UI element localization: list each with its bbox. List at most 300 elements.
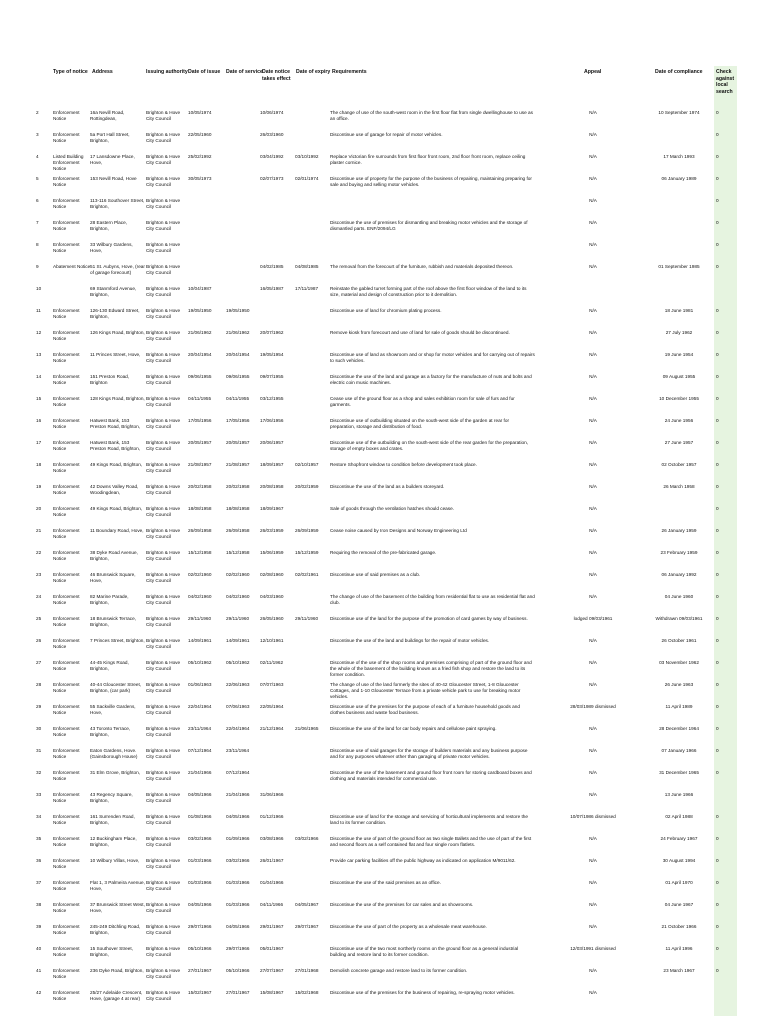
cell-row-number: 21 xyxy=(36,528,42,533)
cell-check-mark: 0 xyxy=(716,770,719,775)
cell-address: 126-130 Edward Street, Brighton, xyxy=(90,308,140,319)
cell-appeal: N/A xyxy=(589,748,597,753)
cell-notice-type: Enforcement Notice xyxy=(53,198,80,209)
cell-row-number: 36 xyxy=(36,858,42,863)
cell-address: 38 Dyke Road Avenue, Brighton, xyxy=(90,550,138,561)
cell-address: 51 St. Aubyns, Hove, (rear of garage forecourt) xyxy=(90,264,145,275)
cell-appeal: N/A xyxy=(589,110,597,115)
cell-date-takes-effect: 20/07/1962 xyxy=(260,330,284,335)
cell-check-mark: 0 xyxy=(716,572,719,577)
cell-date-of-expiry: 03/10/1992 xyxy=(295,154,319,159)
cell-date-of-service: 20/04/1954 xyxy=(226,352,250,357)
cell-appeal: 28/03/1989 dismissed xyxy=(570,704,616,709)
cell-appeal: N/A xyxy=(589,462,597,467)
cell-date-of-compliance: 30 August 1994 xyxy=(662,858,696,863)
cell-date-of-issue: 22/05/1960 xyxy=(188,132,212,137)
cell-date-of-compliance: Withdrawn 09/03/1961 xyxy=(655,616,703,621)
cell-date-of-service: 21/04/1966 xyxy=(226,792,250,797)
cell-requirements: Discontinue the use of premises for dismantling and breaking motor vehicles and the storage of dismantled parts. ENF/2094/LG xyxy=(330,220,528,231)
cell-date-of-service: 22/04/1964 xyxy=(226,726,250,731)
cell-issuing-authority: Brighton & Hove City Council xyxy=(146,616,181,627)
cell-issuing-authority: Brighton & Hove City Council xyxy=(146,308,181,319)
cell-notice-type: Enforcement Notice xyxy=(53,308,80,319)
cell-requirements: The removal from the forecourt of the furniture, rubbish and materials deposited thereon. xyxy=(330,264,514,269)
cell-row-number: 19 xyxy=(36,484,42,489)
cell-requirements: Discontinue the use of part of the ground floor as two single Ballets and the use of part of the first and second floors as a self contained flat and four single room flatlets. xyxy=(330,836,532,847)
cell-date-takes-effect: 26/01/1967 xyxy=(260,858,284,863)
cell-date-of-compliance: 27 July 1962 xyxy=(665,330,693,335)
cell-requirements: Discontinue use of land for the storage and servicing of horticultural implements and restore the land to its former condition. xyxy=(330,814,529,825)
cell-notice-type: Enforcement Notice xyxy=(53,968,80,979)
cell-date-of-service: 29/07/1966 xyxy=(226,946,250,951)
cell-requirements: Discontinue use of said garages for the storage of builders materials and any business purpose and for any purposes whatever other than garaging of private motor vehicles. xyxy=(330,748,528,759)
cell-address: 28 Eastern Place, Brighton, xyxy=(90,220,128,231)
cell-date-of-expiry: 02/02/1961 xyxy=(295,572,319,577)
cell-date-of-issue: 19/05/1950 xyxy=(188,308,212,313)
cell-check-mark: 0 xyxy=(716,110,719,115)
cell-address: 43 Regency Square, Brighton, xyxy=(90,792,133,803)
cell-date-takes-effect: 03/12/1955 xyxy=(260,396,284,401)
cell-date-of-issue: 04/02/1960 xyxy=(188,594,212,599)
cell-check-mark: 0 xyxy=(716,638,719,643)
cell-issuing-authority: Brighton & Hove City Council xyxy=(146,462,181,473)
header-authority: Issuing authority xyxy=(146,69,188,75)
cell-date-takes-effect: 15/08/1967 xyxy=(260,990,284,995)
cell-row-number: 4 xyxy=(36,154,39,159)
cell-appeal: 12/03/1991 dismissed xyxy=(570,946,616,951)
cell-date-of-service: 03/02/1966 xyxy=(226,858,250,863)
cell-date-takes-effect: 26/03/1959 xyxy=(260,528,284,533)
cell-notice-type: Enforcement Notice xyxy=(53,594,80,605)
cell-date-of-compliance: 07 January 1966 xyxy=(661,748,697,753)
cell-address: Flat 1, 3 Palmeira Avenue, Hove, xyxy=(90,880,145,891)
cell-date-of-compliance: 02 April 1988 xyxy=(665,814,693,819)
cell-date-of-compliance: 24 June 1956 xyxy=(664,418,694,423)
cell-notice-type: Enforcement Notice xyxy=(53,176,80,187)
cell-address: 15 Southover Street, Brighton, xyxy=(90,946,133,957)
cell-appeal: N/A xyxy=(589,418,597,423)
cell-date-of-service: 01/03/1966 xyxy=(226,902,250,907)
cell-date-of-service: 07/12/1964 xyxy=(226,770,250,775)
cell-appeal: 10/07/1986 dismissed xyxy=(570,814,616,819)
cell-date-of-compliance: 06 January 1992 xyxy=(661,572,697,577)
cell-date-of-service: 21/08/1957 xyxy=(226,462,250,467)
cell-requirements: Discontinue the use of the basement and ground floor front room for storing cardboard boxes and clothing and materials intended for commercial use. xyxy=(330,770,532,781)
cell-issuing-authority: Brighton & Hove City Council xyxy=(146,550,181,561)
cell-check-mark: 0 xyxy=(716,726,719,731)
cell-issuing-authority: Brighton & Hove City Council xyxy=(146,638,181,649)
cell-address: 11 Boundary Road, Hove, xyxy=(90,528,144,533)
cell-row-number: 37 xyxy=(36,880,42,885)
cell-check-mark: 0 xyxy=(716,154,719,159)
cell-requirements: Discontinue the use of the land as a builders storeyard. xyxy=(330,484,445,489)
cell-issuing-authority: Brighton & Hove City Council xyxy=(146,440,181,451)
cell-issuing-authority: Brighton & Hove City Council xyxy=(146,198,181,209)
cell-requirements: Discontinue the use of the premises for car sales and as showrooms. xyxy=(330,902,474,907)
cell-address: 11 Princes Street, Hove, xyxy=(90,352,141,357)
cell-check-mark: 0 xyxy=(716,462,719,467)
cell-date-of-compliance: 01 September 1985 xyxy=(658,264,700,269)
cell-date-takes-effect: 27/07/1967 xyxy=(260,968,284,973)
cell-date-takes-effect: 16/05/1987 xyxy=(260,286,284,291)
cell-requirements: The change of use of the south-west room in the first floor flat from single dwellinghouse to use as an office. xyxy=(330,110,533,121)
cell-date-of-service: 27/01/1967 xyxy=(226,990,250,995)
cell-check-mark: 0 xyxy=(716,176,719,181)
cell-issuing-authority: Brighton & Hove City Council xyxy=(146,220,181,231)
cell-row-number: 10 xyxy=(36,286,42,291)
cell-date-of-issue: 29/11/1960 xyxy=(188,616,212,621)
cell-date-takes-effect: 18/09/1967 xyxy=(260,506,284,511)
cell-row-number: 42 xyxy=(36,990,42,995)
cell-notice-type: Enforcement Notice xyxy=(53,638,80,649)
cell-appeal: N/A xyxy=(589,132,597,137)
cell-date-takes-effect: 04/11/1966 xyxy=(260,902,284,907)
cell-notice-type: Enforcement Notice xyxy=(53,682,80,693)
cell-address: 55 Sackville Gardens, Hove, xyxy=(90,704,136,715)
cell-notice-type: Enforcement Notice xyxy=(53,330,80,341)
cell-date-of-expiry: 21/06/1965 xyxy=(295,726,319,731)
cell-appeal: N/A xyxy=(589,396,597,401)
cell-check-mark: 0 xyxy=(716,682,719,687)
cell-check-mark: 0 xyxy=(716,374,719,379)
cell-date-of-service: 05/10/1962 xyxy=(226,660,250,665)
cell-requirements: Discontinue use of the premises for the business of repairing, re-spraying motor vehicles. xyxy=(330,990,515,995)
cell-requirements: Remove kiosk from forecourt and use of land for sale of goods should be discontinued. xyxy=(330,330,510,335)
cell-date-of-issue: 29/07/1966 xyxy=(188,924,212,929)
cell-issuing-authority: Brighton & Hove City Council xyxy=(146,176,181,187)
cell-date-of-issue: 18/08/1958 xyxy=(188,506,212,511)
cell-row-number: 38 xyxy=(36,902,42,907)
cell-issuing-authority: Brighton & Hove City Council xyxy=(146,814,181,825)
cell-appeal: N/A xyxy=(589,770,597,775)
cell-notice-type: Enforcement Notice xyxy=(53,990,80,1001)
cell-date-of-issue: 04/11/1955 xyxy=(188,396,212,401)
cell-date-takes-effect: 07/07/1963 xyxy=(260,682,284,687)
cell-appeal: N/A xyxy=(589,550,597,555)
cell-check-mark: 0 xyxy=(716,880,719,885)
cell-appeal: N/A xyxy=(589,682,597,687)
cell-date-of-issue: 20/02/1958 xyxy=(188,484,212,489)
cell-requirements: Sale of goods through the ventilation hatches should cease. xyxy=(330,506,455,511)
cell-row-number: 15 xyxy=(36,396,42,401)
cell-date-of-expiry: 26/09/1959 xyxy=(295,528,319,533)
cell-date-of-issue: 21/08/1957 xyxy=(188,462,212,467)
cell-issuing-authority: Brighton & Hove City Council xyxy=(146,902,181,913)
cell-row-number: 14 xyxy=(36,374,42,379)
cell-date-takes-effect: 19/05/1954 xyxy=(260,352,284,357)
cell-date-takes-effect: 26/03/1960 xyxy=(260,132,284,137)
cell-address: Hatwest Bank, 153 Preston Road, Brighton, xyxy=(90,440,141,451)
cell-requirements: Requiring the removal of the pre-fabricated garage. xyxy=(330,550,437,555)
cell-notice-type: Enforcement Notice xyxy=(53,440,80,451)
cell-issuing-authority: Brighton & Hove City Council xyxy=(146,396,181,407)
cell-date-of-expiry: 15/12/1959 xyxy=(295,550,319,555)
header-issue: Date of issue xyxy=(188,69,221,75)
cell-appeal: N/A xyxy=(589,352,597,357)
cell-date-of-compliance: 13 June 1966 xyxy=(664,792,694,797)
cell-appeal: N/A xyxy=(589,902,597,907)
cell-check-mark: 0 xyxy=(716,132,719,137)
cell-check-mark: 0 xyxy=(716,550,719,555)
cell-row-number: 16 xyxy=(36,418,42,423)
cell-date-of-issue: 01/08/1966 xyxy=(188,814,212,819)
cell-row-number: 29 xyxy=(36,704,42,709)
cell-date-of-compliance: 11 April 1989 xyxy=(665,704,693,709)
cell-notice-type: Enforcement Notice xyxy=(53,836,80,847)
cell-date-of-service: 15/12/1958 xyxy=(226,550,250,555)
cell-issuing-authority: Brighton & Hove City Council xyxy=(146,264,181,275)
cell-requirements: Cease noise caused by Iron Designs and Norway Engineering Ltd xyxy=(330,528,467,533)
cell-appeal: N/A xyxy=(589,198,597,203)
cell-row-number: 11 xyxy=(36,308,41,313)
cell-requirements: Discontinue use of garage for repair of motor vehicles. xyxy=(330,132,443,137)
cell-appeal: N/A xyxy=(589,308,597,313)
cell-address: 128 Kings Road, Brighton, xyxy=(90,396,145,401)
cell-issuing-authority: Brighton & Hove City Council xyxy=(146,968,181,979)
cell-appeal: N/A xyxy=(589,176,597,181)
cell-date-of-issue: 03/02/1966 xyxy=(188,836,212,841)
cell-address: 40-44 Gloucester Street, Brighton, (car park) xyxy=(90,682,142,693)
cell-appeal: N/A xyxy=(589,484,597,489)
cell-issuing-authority: Brighton & Hove City Council xyxy=(146,528,181,539)
cell-date-of-issue: 21/04/1966 xyxy=(188,770,212,775)
cell-address: 161 Surrenden Road, Brighton, xyxy=(90,814,135,825)
cell-notice-type: Enforcement Notice xyxy=(53,396,80,407)
cell-requirements: Discontinue the use of the land and garage as a factory for the manufacture of nuts and bolts and electric coin music machines. xyxy=(330,374,532,385)
cell-date-of-service: 20/05/1957 xyxy=(226,440,250,445)
cell-row-number: 30 xyxy=(36,726,42,731)
cell-appeal: N/A xyxy=(589,638,597,643)
cell-date-of-issue: 20/04/1954 xyxy=(188,352,212,357)
cell-issuing-authority: Brighton & Hove City Council xyxy=(146,506,181,517)
cell-appeal: N/A xyxy=(589,990,597,995)
cell-date-of-service: 02/02/1960 xyxy=(226,572,250,577)
cell-date-of-issue: 05/10/1966 xyxy=(188,946,212,951)
cell-date-of-compliance: 17 March 1993 xyxy=(663,154,695,159)
cell-date-of-compliance: 18 June 1981 xyxy=(664,308,694,313)
cell-address: 33 Wilbury Gardens, Hove, xyxy=(90,242,133,253)
header-expiry: Date of expiry xyxy=(296,69,331,75)
cell-date-takes-effect: 02/08/1960 xyxy=(260,572,284,577)
cell-address: 49 Kings Road, Brighton, xyxy=(90,462,143,467)
cell-address: 44-45 Kings Road, Brighton, xyxy=(90,660,129,671)
cell-notice-type: Enforcement Notice xyxy=(53,748,80,759)
cell-date-of-service: 14/09/1961 xyxy=(226,638,250,643)
cell-date-of-issue: 04/05/1966 xyxy=(188,902,212,907)
cell-date-takes-effect: 03/04/1992 xyxy=(260,154,284,159)
cell-requirements: Discontinue the use of part of the property as a wholesale meat warehouse. xyxy=(330,924,487,929)
cell-notice-type: Enforcement Notice xyxy=(53,924,80,935)
cell-date-of-issue: 27/01/1967 xyxy=(188,968,212,973)
cell-issuing-authority: Brighton & Hove City Council xyxy=(146,836,181,847)
cell-date-of-service: 20/02/1958 xyxy=(226,484,250,489)
cell-check-mark: 0 xyxy=(716,418,719,423)
cell-check-mark: 0 xyxy=(716,308,719,313)
cell-date-of-service: 04/02/1960 xyxy=(226,594,250,599)
cell-address: 126 Kings Road, Brighton, xyxy=(90,330,145,335)
cell-row-number: 35 xyxy=(36,836,42,841)
cell-date-takes-effect: 22/05/1964 xyxy=(260,704,284,709)
cell-row-number: 26 xyxy=(36,638,42,643)
cell-date-takes-effect: 21/12/1964 xyxy=(260,726,284,731)
cell-check-mark: 0 xyxy=(716,506,719,511)
cell-check-mark: 0 xyxy=(716,242,719,247)
cell-date-of-issue: 20/05/1957 xyxy=(188,440,212,445)
cell-date-of-expiry: 15/02/1968 xyxy=(295,990,319,995)
cell-notice-type: Enforcement Notice xyxy=(53,484,80,495)
cell-date-takes-effect: 02/11/1962 xyxy=(260,660,284,665)
cell-row-number: 39 xyxy=(36,924,42,929)
cell-date-takes-effect: 12/10/1961 xyxy=(260,638,284,643)
cell-issuing-authority: Brighton & Hove City Council xyxy=(146,110,181,121)
cell-date-of-service: 19/05/1950 xyxy=(226,308,250,313)
cell-row-number: 25 xyxy=(36,616,42,621)
cell-requirements: Discontinue use of land for chromium plating process. xyxy=(330,308,442,313)
cell-requirements: Reinstate the gabled turret forming part of the roof above the first floor window of the land to its size, material and design of construction prior to it demolition. xyxy=(330,286,527,297)
cell-date-of-service: 07/06/1963 xyxy=(226,704,250,709)
cell-issuing-authority: Brighton & Hove City Council xyxy=(146,880,181,891)
cell-date-of-service: 05/10/1966 xyxy=(226,968,250,973)
cell-issuing-authority: Brighton & Hove City Council xyxy=(146,726,181,737)
cell-appeal: N/A xyxy=(589,792,597,797)
header-address: Address xyxy=(92,69,113,75)
cell-appeal: N/A xyxy=(589,836,597,841)
cell-check-mark: 0 xyxy=(716,198,719,203)
cell-issuing-authority: Brighton & Hove City Council xyxy=(146,748,181,759)
cell-requirements: Discontinue the use of the said premises as an office. xyxy=(330,880,441,885)
cell-issuing-authority: Brighton & Hove City Council xyxy=(146,660,181,671)
cell-check-mark: 0 xyxy=(716,946,719,951)
cell-notice-type: Enforcement Notice xyxy=(53,374,80,385)
cell-address: 18 Brunswick Terrace, Brighton, xyxy=(90,616,137,627)
cell-appeal: N/A xyxy=(589,440,597,445)
cell-address: 153 Nevill Road, Hove xyxy=(90,176,137,181)
cell-requirements: Discontinue the use of the land and buildings for the repair of motor vehicles. xyxy=(330,638,490,643)
cell-notice-type: Enforcement Notice xyxy=(53,858,80,869)
cell-date-of-service: 09/06/1955 xyxy=(226,374,250,379)
cell-address: 31 Elm Grove, Brighton, xyxy=(90,770,141,775)
cell-notice-type: Enforcement Notice xyxy=(53,770,80,781)
cell-check-mark: 0 xyxy=(716,704,719,709)
cell-date-of-compliance: 01 April 1970 xyxy=(665,880,693,885)
cell-date-of-issue: 10/04/1987 xyxy=(188,286,212,291)
cell-date-of-issue: 01/03/1966 xyxy=(188,858,212,863)
cell-notice-type: Enforcement Notice xyxy=(53,616,80,627)
cell-row-number: 18 xyxy=(36,462,42,467)
cell-date-of-compliance: 10 September 1974 xyxy=(658,110,700,115)
cell-notice-type: Enforcement Notice xyxy=(53,814,80,825)
header-compliance: Date of compliance xyxy=(655,69,703,75)
cell-row-number: 13 xyxy=(36,352,42,357)
cell-check-mark: 0 xyxy=(716,484,719,489)
cell-date-of-expiry: 20/02/1959 xyxy=(295,484,319,489)
cell-check-mark: 0 xyxy=(716,330,719,335)
cell-date-takes-effect: 03/08/1966 xyxy=(260,836,284,841)
cell-date-of-service: 18/08/1958 xyxy=(226,506,250,511)
cell-date-of-issue: 04/05/1966 xyxy=(188,792,212,797)
cell-date-of-compliance: 10 December 1955 xyxy=(659,396,699,401)
cell-check-mark: 0 xyxy=(716,858,719,863)
cell-issuing-authority: Brighton & Hove City Council xyxy=(146,242,181,253)
cell-date-of-issue: 26/09/1958 xyxy=(188,528,212,533)
cell-notice-type: Enforcement Notice xyxy=(53,220,80,231)
cell-notice-type: Enforcement Notice xyxy=(53,242,80,253)
cell-date-takes-effect: 15/06/1959 xyxy=(260,550,284,555)
cell-requirements: Discontinue use of the outbuilding on the south-west side of the rear garden for the preparation, storage of empty boxes and crates. xyxy=(330,440,529,451)
cell-issuing-authority: Brighton & Hove City Council xyxy=(146,770,181,781)
cell-notice-type: Abatement Notice xyxy=(53,264,91,269)
cell-issuing-authority: Brighton & Hove City Council xyxy=(146,946,181,957)
cell-date-of-service: 26/09/1958 xyxy=(226,528,250,533)
header-type: Type of notice xyxy=(53,69,88,75)
cell-row-number: 28 xyxy=(36,682,42,687)
cell-date-of-service: 01/03/1966 xyxy=(226,880,250,885)
cell-requirements: Discontinue the use of the land for car body repairs and cellulose paint spraying. xyxy=(330,726,497,731)
cell-appeal: N/A xyxy=(589,506,597,511)
cell-date-of-service: 22/06/1963 xyxy=(226,682,250,687)
cell-appeal: N/A xyxy=(589,924,597,929)
cell-row-number: 7 xyxy=(36,220,39,225)
cell-issuing-authority: Brighton & Hove City Council xyxy=(146,286,181,297)
cell-check-mark: 0 xyxy=(716,396,719,401)
cell-requirements: Discontinue use of outbuilding situated on the south-west side of the garden at rear for preparation, storage and distribution of food. xyxy=(330,418,510,429)
cell-issuing-authority: Brighton & Hove City Council xyxy=(146,330,181,341)
cell-address: 37 Brunswick Street West, Hove, xyxy=(90,902,145,913)
cell-requirements: Replace Victorian fire surrounds from first floor front room, 2nd floor front room, replace ceiling plaster cornice. xyxy=(330,154,526,165)
cell-date-of-compliance: 03 November 1962 xyxy=(659,660,699,665)
cell-requirements: Discontinue use of said premises as a club. xyxy=(330,572,421,577)
cell-appeal: N/A xyxy=(589,858,597,863)
cell-row-number: 17 xyxy=(36,440,42,445)
cell-row-number: 23 xyxy=(36,572,42,577)
cell-requirements: The change of use of the land formerly the sites of 40-42 Gloucester Street, 1-8 Gloucester Cottages, and 1-10 Gloucester Terrace from a private vehicle park to use for breaking motor vehicles. xyxy=(330,682,521,699)
cell-date-of-compliance: 04 June 1967 xyxy=(664,902,694,907)
cell-date-of-compliance: 27 June 1957 xyxy=(664,440,694,445)
cell-date-of-service: 04/05/1966 xyxy=(226,924,250,929)
cell-notice-type: Enforcement Notice xyxy=(53,462,80,473)
cell-appeal: N/A xyxy=(589,880,597,885)
cell-date-of-issue: 01/03/1966 xyxy=(188,880,212,885)
cell-date-takes-effect: 20/06/1957 xyxy=(260,440,284,445)
cell-check-mark: 0 xyxy=(716,836,719,841)
cell-address: 7 Princes Street, Brighton, xyxy=(90,638,145,643)
cell-date-of-compliance: 23 February 1959 xyxy=(660,550,698,555)
cell-issuing-authority: Brighton & Hove City Council xyxy=(146,792,181,803)
cell-check-mark: 0 xyxy=(716,968,719,973)
cell-notice-type: Enforcement Notice xyxy=(53,902,80,913)
cell-date-of-compliance: 04 June 1960 xyxy=(664,594,694,599)
cell-date-of-expiry: 04/05/1967 xyxy=(295,902,319,907)
cell-row-number: 41 xyxy=(36,968,42,973)
cell-row-number: 34 xyxy=(36,814,42,819)
cell-address: Eaton Gardens, Hove. (Gainsborough House) xyxy=(90,748,138,759)
header-check: Check against local search xyxy=(716,69,735,95)
cell-date-of-expiry: 04/08/1985 xyxy=(295,264,319,269)
cell-row-number: 32 xyxy=(36,770,42,775)
cell-date-takes-effect: 01/12/1966 xyxy=(260,814,284,819)
cell-check-mark: 0 xyxy=(716,594,719,599)
cell-row-number: 5 xyxy=(36,176,39,181)
cell-date-of-expiry: 02/01/1974 xyxy=(295,176,319,181)
cell-row-number: 6 xyxy=(36,198,39,203)
cell-date-of-compliance: 26 October 1961 xyxy=(661,638,697,643)
cell-address: 43 Toronto Terrace, Brighton, xyxy=(90,726,131,737)
cell-check-mark: 0 xyxy=(716,616,719,621)
header-service: Date of service xyxy=(226,69,263,75)
cell-issuing-authority: Brighton & Hove City Council xyxy=(146,352,181,363)
cell-date-takes-effect: 29/01/1967 xyxy=(260,924,284,929)
cell-requirements: Provide car parking facilities off the public highway as indicated on application M/9011/62. xyxy=(330,858,516,863)
